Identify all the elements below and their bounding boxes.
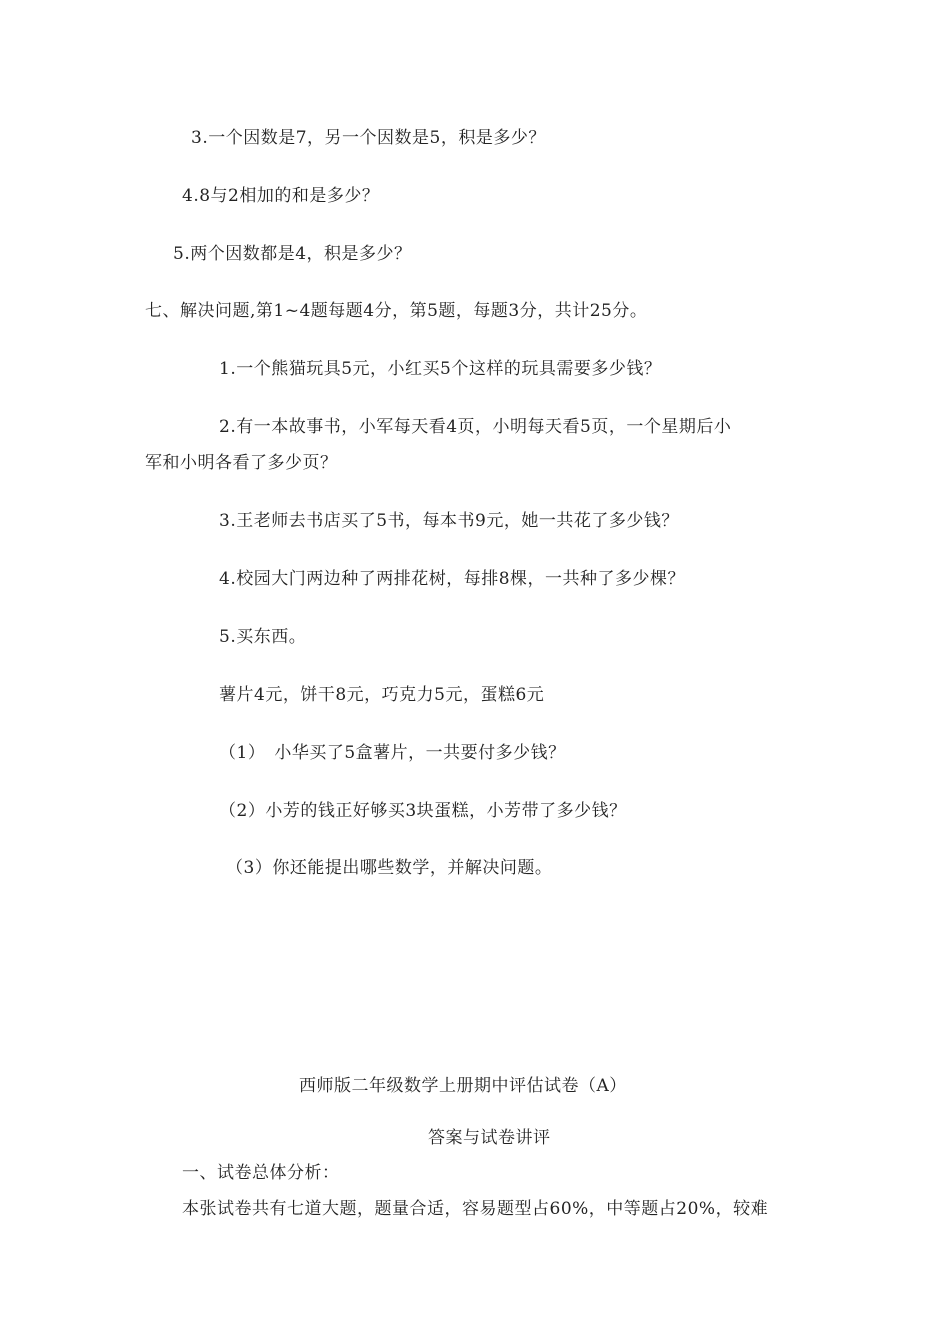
- question-6-5: 5.两个因数都是4，积是多少？: [173, 244, 412, 264]
- question-7-1: 1.一个熊猫玩具5元，小红买5个这样的玩具需要多少钱？: [219, 359, 662, 379]
- question-7-5-part-2: （2）小芳的钱正好够买3块蛋糕，小芳带了多少钱？: [219, 801, 627, 821]
- question-7-5-prices: 薯片4元，饼干8元，巧克力5元，蛋糕6元: [219, 685, 545, 705]
- analysis-text: 本张试卷共有七道大题，题量合适，容易题型占60%，中等题占20%，较难: [182, 1199, 769, 1219]
- question-7-2-line-1: 2.有一本故事书，小军每天看4页，小明每天看5页，一个星期后小: [219, 417, 732, 437]
- question-6-4: 4.8与2相加的和是多少？: [182, 186, 380, 206]
- question-7-3: 3.王老师去书店买了5书，每本书9元，她一共花了多少钱？: [219, 511, 679, 531]
- question-6-3: 3.一个因数是7，另一个因数是5，积是多少？: [191, 128, 546, 148]
- answer-key-title: 西师版二年级数学上册期中评估试卷（A）: [299, 1076, 627, 1096]
- question-7-4: 4.校园大门两边种了两排花树，每排8棵，一共种了多少棵？: [219, 569, 686, 589]
- answer-key-subtitle: 答案与试卷讲评: [428, 1128, 551, 1148]
- question-7-5-part-1: （1） 小华买了5盒薯片，一共要付多少钱？: [219, 743, 566, 763]
- question-7-2-line-2: 军和小明各看了多少页？: [145, 453, 338, 473]
- analysis-heading: 一、试卷总体分析：: [182, 1163, 340, 1183]
- question-7-5: 5.买东西。: [219, 627, 307, 647]
- question-7-5-part-3: （3）你还能提出哪些数学，并解决问题。: [226, 858, 553, 878]
- section-7-heading: 七、解决问题,第1~4题每题4分，第5题，每题3分，共计25分。: [145, 301, 648, 321]
